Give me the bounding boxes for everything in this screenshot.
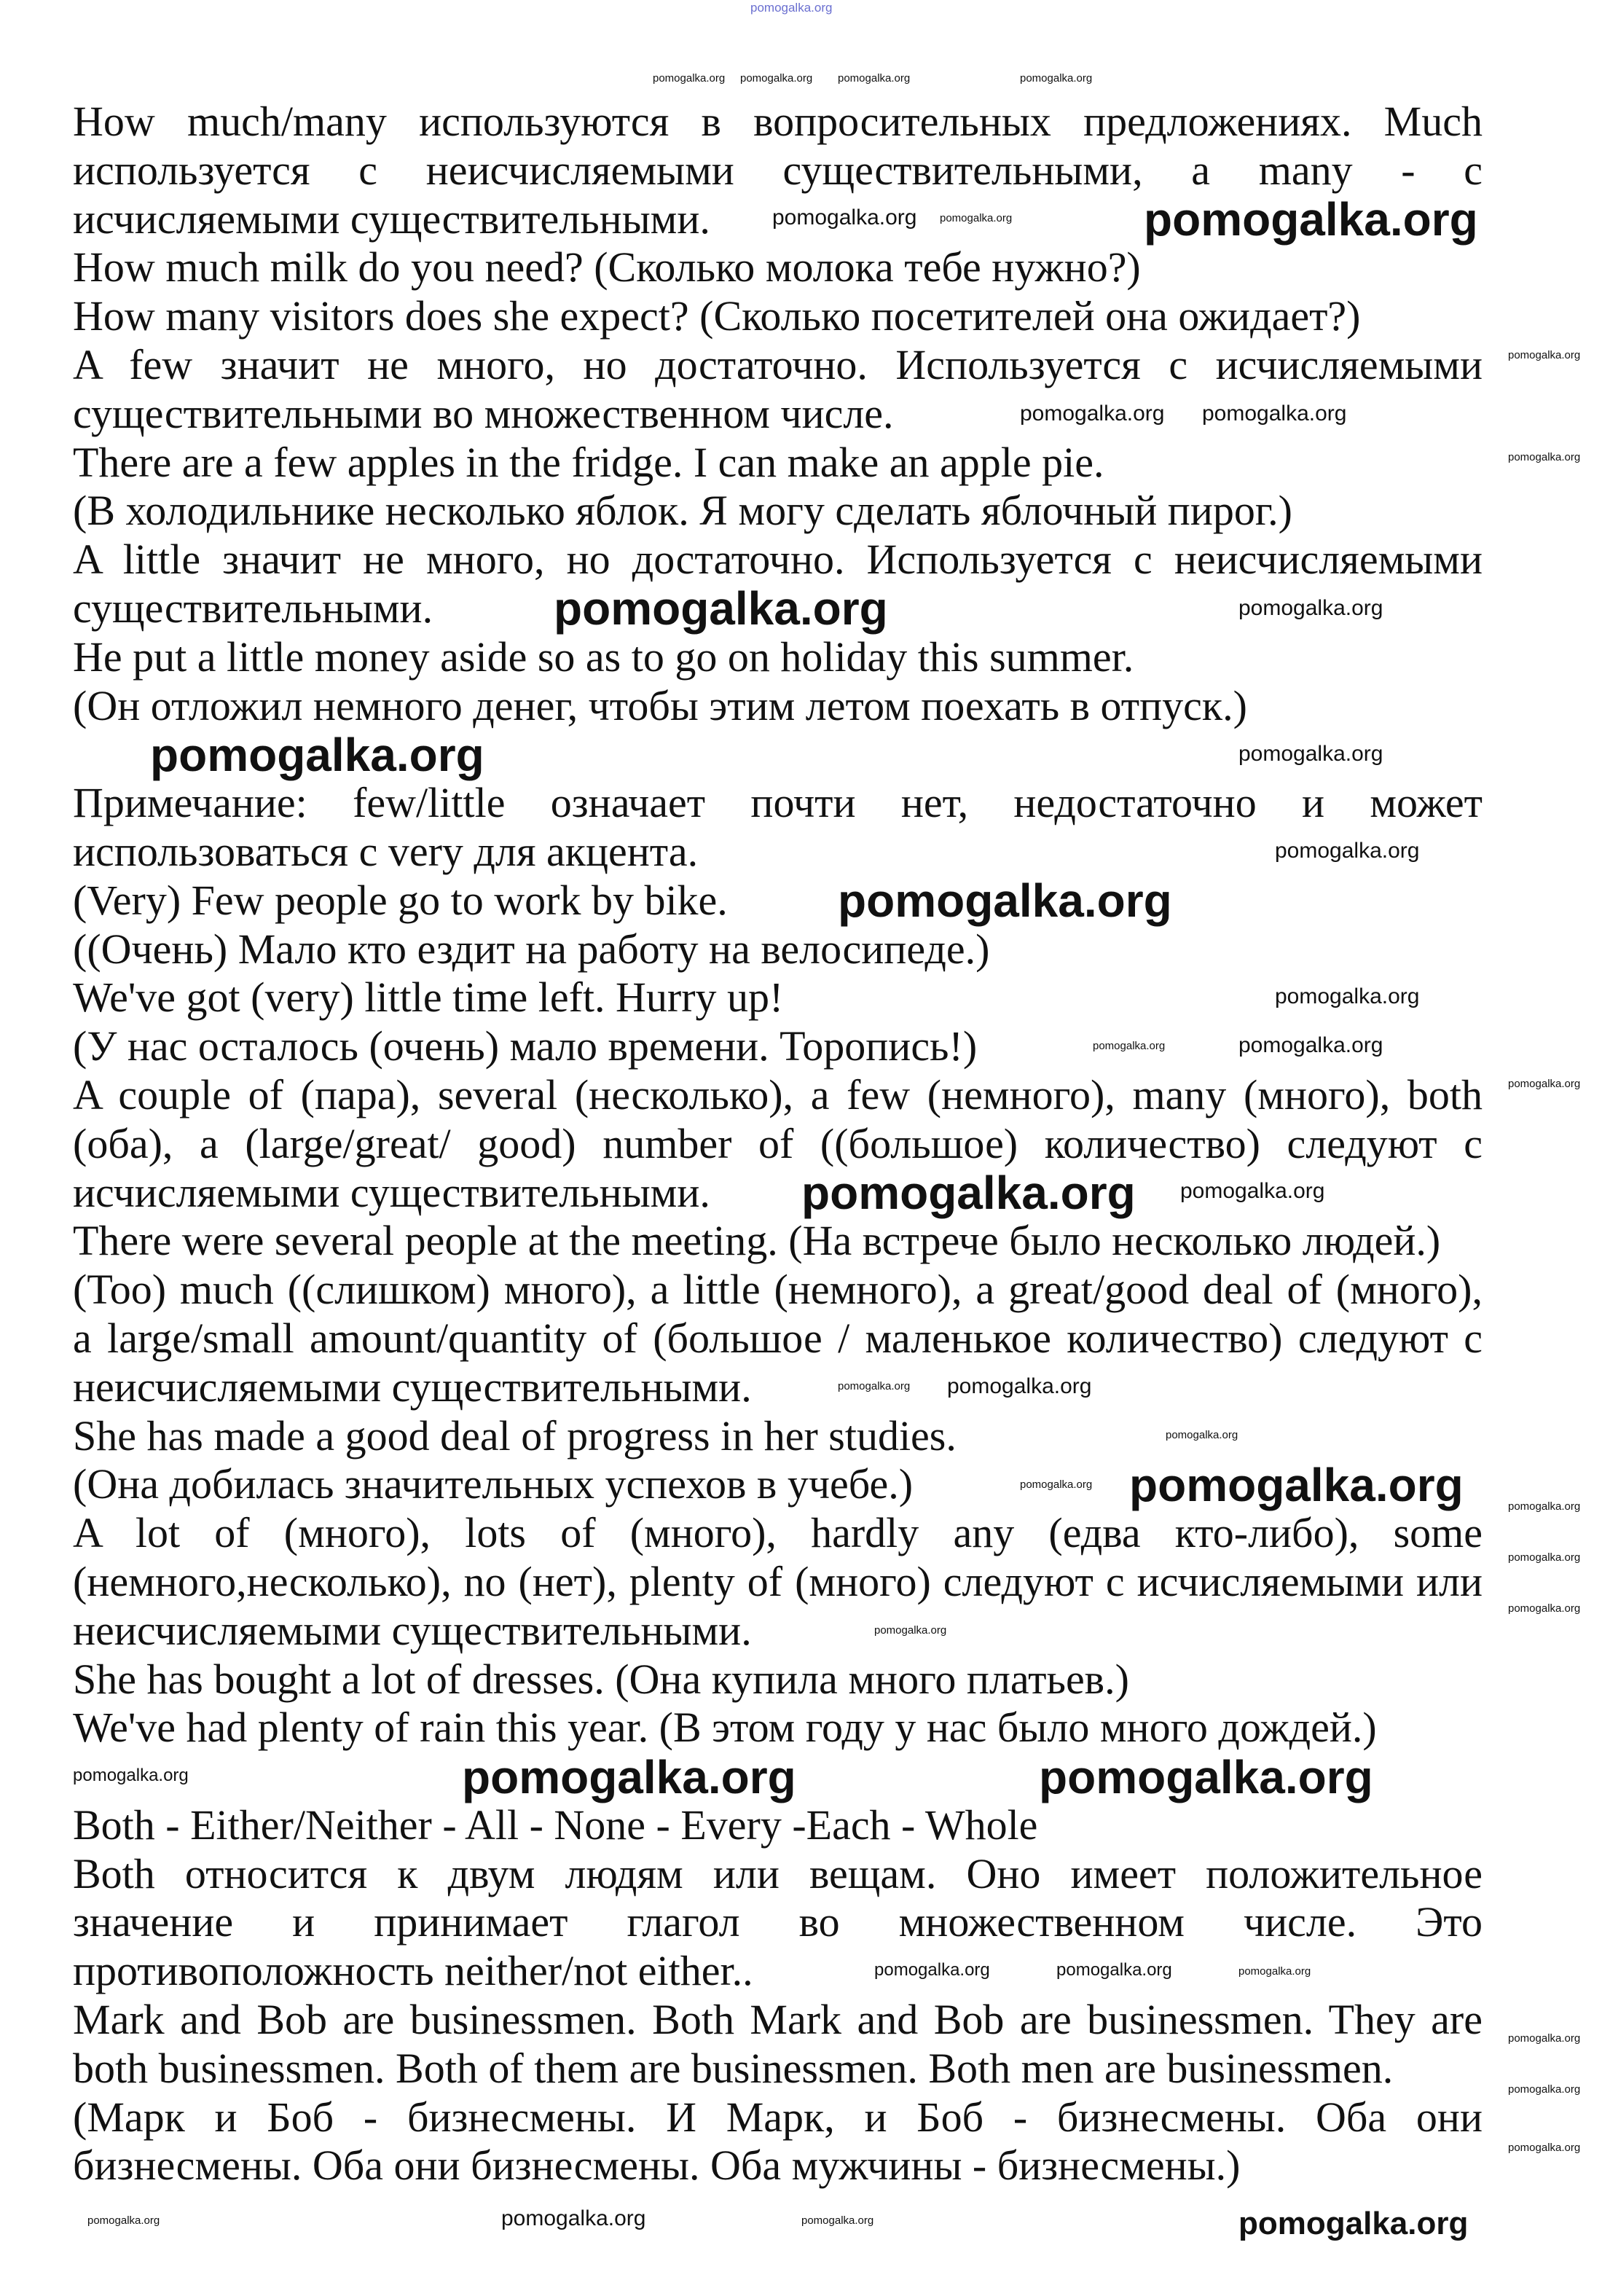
watermark: pomogalka.org [1020,1478,1093,1491]
text-line: (оба), a (large/great/ good) number of ((большое) количество) следуют с [73,1119,1483,1167]
text-line: неисчисляемыми существительными. [73,1606,752,1654]
watermark: pomogalka.org [1238,1033,1383,1057]
example-line: How many visitors does she expect? (Сколько посетителей она ожидает?) [73,292,1361,340]
watermark: pomogalka.org [1508,2083,1581,2096]
example-line: We've got (very) little time left. Hurry up! [73,973,784,1022]
example-line: There are a few apples in the fridge. I can make an apple pie. [73,438,1104,486]
text-line: существительными во множественном числе. [73,389,894,437]
watermark: pomogalka.org [1508,451,1581,463]
section-heading: Both - Either/Neither - All - None - Every -Each - Whole [73,1801,1038,1849]
watermark: pomogalka.org [1238,742,1383,766]
watermark: pomogalka.org [1020,401,1165,426]
watermark: pomogalka.org [150,729,484,781]
translation-line: (Он отложил немного денег, чтобы этим летом поехать в отпуск.) [73,681,1247,729]
watermark: pomogalka.org [87,2214,160,2227]
watermark: pomogalka.org [1508,2142,1581,2154]
example-line: She has made a good deal of progress in her studies. [73,1411,957,1460]
watermark: pomogalka.org [838,874,1172,927]
example-line: Mark and Bob are businessmen. Both Mark and Bob are businessmen. They are [73,1996,1483,2044]
text-line: a large/small amount/quantity of (большое / маленькое количество) следуют с [73,1314,1483,1362]
watermark: pomogalka.org [1508,349,1581,361]
watermark: pomogalka.org [772,205,917,230]
watermark: pomogalka.org [1508,2032,1581,2045]
watermark: pomogalka.org [750,1,833,15]
watermark: pomogalka.org [801,2214,874,2227]
text-line: A little значит не много, но достаточно. Используется с неисчисляемыми [73,536,1483,584]
example-line: He put a little money aside so as to go on holiday this summer. [73,632,1134,681]
text-line: исчисляемыми существительными. [73,1168,710,1216]
note-line: Примечание: few/little означает почти нет, недостаточно и может [73,779,1483,827]
text-line: существительными. [73,584,433,632]
note-line: использоваться с very для акцента. [73,827,699,875]
text-line: (Too) much ((слишком) много), a little (немного), a great/good deal of (много), [73,1266,1483,1314]
watermark: pomogalka.org [1508,1078,1581,1090]
watermark: pomogalka.org [1238,2206,1469,2241]
watermark: pomogalka.org [940,212,1013,224]
watermark: pomogalka.org [1056,1960,1172,1980]
watermark: pomogalka.org [653,72,726,85]
watermark: pomogalka.org [838,1380,911,1392]
watermark: pomogalka.org [1129,1459,1464,1511]
watermark: pomogalka.org [874,1960,990,1980]
example-line: We've had plenty of rain this year. (В этом году у нас было много дождей.) [73,1704,1377,1752]
translation-line: бизнесмены. Оба они бизнесмены. Оба мужчины - бизнесмены.) [73,2142,1241,2190]
watermark: pomogalka.org [1020,72,1093,85]
watermark: pomogalka.org [73,1766,189,1785]
example-line: She has bought a lot of dresses. (Она купила много платьев.) [73,1655,1129,1703]
watermark: pomogalka.org [740,72,813,85]
text-line: A few значит не много, но достаточно. Используется с исчисляемыми [73,340,1483,388]
text-line: неисчисляемыми существительными. [73,1363,752,1411]
text-line: Both относится к двум людям или вещам. Оно имеет положительное [73,1849,1483,1897]
translation-line: (Марк и Боб - бизнесмены. И Марк, и Боб - бизнесмены. Оба они [73,2093,1483,2141]
watermark: pomogalka.org [947,1374,1092,1398]
text-line: используется с неисчисляемыми существительными, a many - с [73,146,1483,194]
watermark: pomogalka.org [1166,1429,1238,1441]
translation-line: (Она добилась значительных успехов в учебе.) [73,1460,914,1508]
translation-line: (В холодильнике несколько яблок. Я могу сделать яблочный пирог.) [73,487,1292,535]
watermark: pomogalka.org [1275,984,1420,1008]
watermark: pomogalka.org [462,1751,796,1803]
translation-line: ((Очень) Мало кто ездит на работу на велосипеде.) [73,925,990,973]
text-line: A lot of (много), lots of (много), hardly any (едва кто-либо), some [73,1509,1483,1557]
text-line: противоположность neither/not either.. [73,1947,753,1995]
watermark: pomogalka.org [1275,839,1420,863]
text-line: (немного,несколько), no (нет), plenty of (много) следуют с исчисляемыми или [73,1557,1483,1605]
watermark: pomogalka.org [1508,1551,1581,1564]
example-line: How much milk do you need? (Сколько молока тебе нужно?) [73,243,1141,291]
text-line: исчисляемыми существительными. [73,195,710,243]
watermark: pomogalka.org [1093,1040,1166,1052]
example-line: both businessmen. Both of them are businessmen. Both men are businessmen. [73,2044,1394,2092]
example-line: There were several people at the meeting. (На встрече было несколько людей.) [73,1217,1441,1265]
watermark: pomogalka.org [801,1167,1136,1219]
text-line: A couple of (пара), several (несколько), a few (немного), many (много), both [73,1070,1483,1118]
example-line: (Very) Few people go to work by bike. [73,876,728,924]
watermark: pomogalka.org [1238,1965,1311,1978]
text-line: значение и принимает глагол во множественном числе. Это [73,1898,1483,1946]
watermark: pomogalka.org [554,582,888,635]
watermark: pomogalka.org [874,1624,947,1637]
watermark: pomogalka.org [1039,1751,1373,1803]
translation-line: (У нас осталось (очень) мало времени. Торопись!) [73,1022,978,1070]
text-line: How much/many используются в вопросительных предложениях. Much [73,98,1483,145]
watermark: pomogalka.org [1508,1602,1581,1615]
watermark: pomogalka.org [1180,1179,1325,1203]
watermark: pomogalka.org [838,72,911,85]
watermark: pomogalka.org [1238,596,1383,620]
watermark: pomogalka.org [1508,1500,1581,1513]
watermark: pomogalka.org [1202,401,1347,426]
watermark: pomogalka.org [1144,193,1478,246]
watermark: pomogalka.org [501,2206,646,2230]
